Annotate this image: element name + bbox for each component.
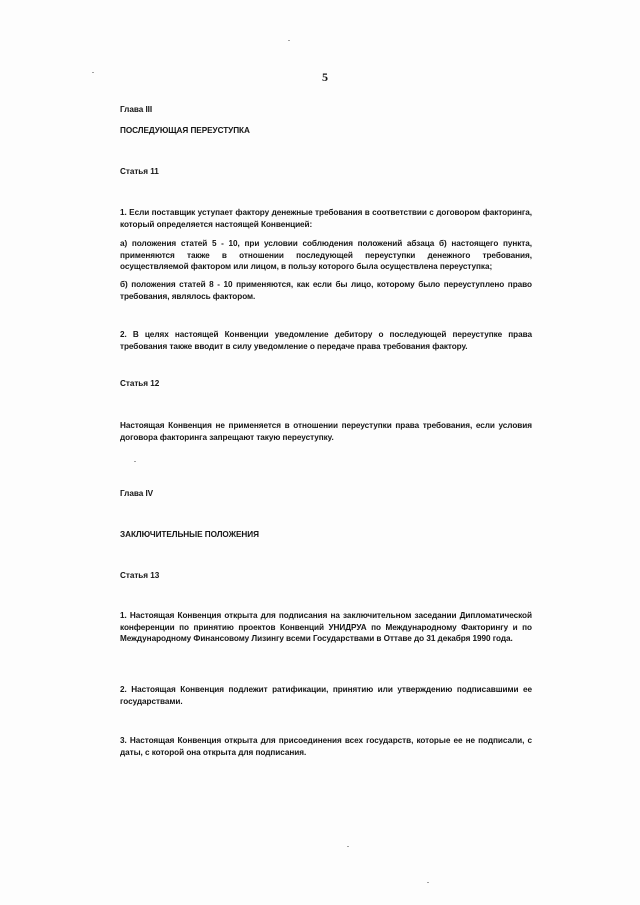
scan-speck: [92, 72, 94, 73]
scan-speck: [288, 40, 290, 41]
page-number: 5: [322, 70, 328, 84]
scan-speck: [134, 461, 136, 462]
article-11-paragraph-1: 1. Если поставщик уступает фактору денежные требования в соответствии с договором факторинга, который определяется настоящей Конвенцией:: [120, 208, 532, 229]
chapter-3-heading: Глава III: [120, 105, 153, 114]
article-11-paragraph-2: 2. В целях настоящей Конвенции уведомление дебитору о последующей переуступке права требования также вводит в силу уведомление о передаче права требования фактору.: [120, 330, 532, 351]
article-11-subparagraph-a: а) положения статей 5 - 10, при условии соблюдения положений абзаца б) настоящего пункта, применяются также в отношении последующей переуступки денежного требования, осуществляемой фактором или лицом, в пользу которого была осуществлена переуступка;: [120, 239, 532, 271]
chapter-3-title: ПОСЛЕДУЮЩАЯ ПЕРЕУСТУПКА: [120, 126, 250, 135]
article-13-paragraph-3: 3. Настоящая Конвенция открыта для присоединения всех государств, которые ее не подписали, с даты, с которой она открыта для подписания.: [120, 736, 532, 757]
scan-speck: [347, 846, 349, 847]
article-13-heading: Статья 13: [120, 571, 160, 580]
article-13-paragraph-1: 1. Настоящая Конвенция открыта для подписания на заключительном заседании Дипломатической конференции по принятию проектов Конвенций УНИДРУА по Международному Факторингу и по Международному Финансовому Лизингу всеми Государствами в Оттаве до 31 декабря 1990 года.: [120, 611, 532, 643]
article-12-paragraph-1: Настоящая Конвенция не применяется в отношении переуступки права требования, если условия договора факторинга запрещают такую переуступку.: [120, 421, 532, 442]
article-11-heading: Статья 11: [120, 167, 159, 176]
chapter-4-heading: Глава IV: [120, 489, 154, 498]
article-13-paragraph-2: 2. Настоящая Конвенция подлежит ратификации, принятию или утверждению подписавшими ее государствами.: [120, 685, 532, 706]
article-11-subparagraph-b: б) положения статей 8 - 10 применяются, как если бы лицо, которому было переуступлено право требования, являлось фактором.: [120, 280, 532, 301]
article-12-heading: Статья 12: [120, 379, 160, 388]
chapter-4-title: ЗАКЛЮЧИТЕЛЬНЫЕ ПОЛОЖЕНИЯ: [120, 530, 259, 539]
scan-speck: [427, 882, 429, 883]
